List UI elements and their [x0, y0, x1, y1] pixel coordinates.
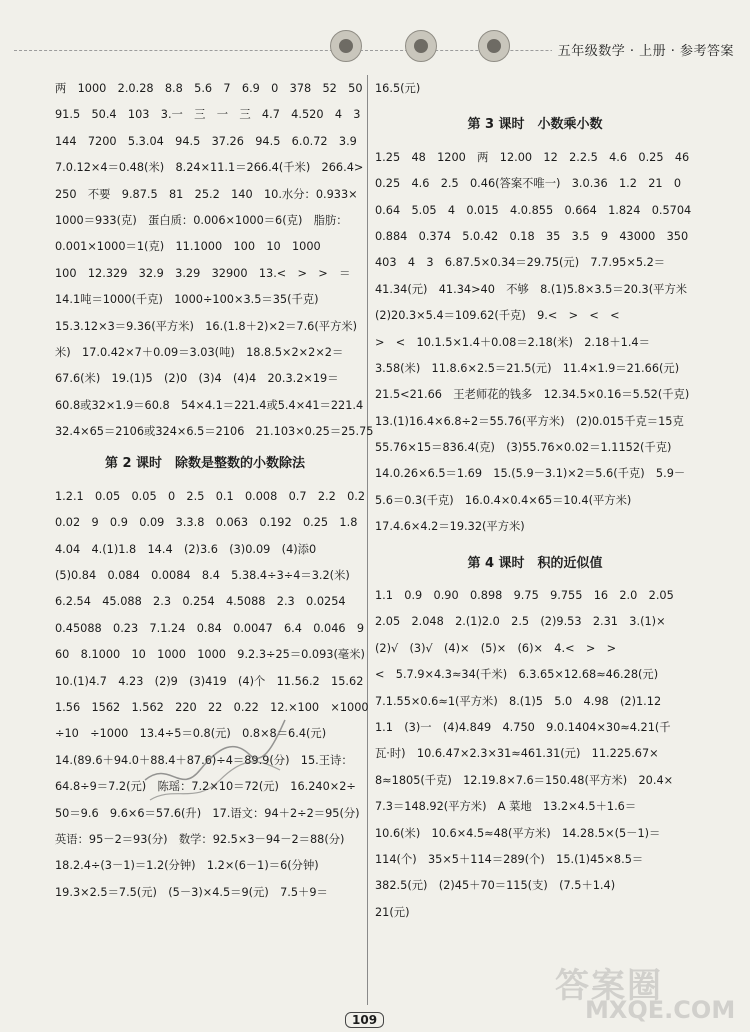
- answer-line: 16.5(元): [375, 82, 421, 95]
- answer-line: 144 7200 5.3.04 94.5 37.26 94.5 6.0.72 3.9: [55, 134, 357, 148]
- page-header: [0, 0, 750, 70]
- answer-line: 0.64 5.05 4 0.015 4.0.855 0.664 1.824 0.5704: [375, 203, 692, 217]
- answer-line: > < 10.1.5×1.4＋0.08＝2.18(米) 2.18＋1.4＝: [375, 335, 650, 349]
- answer-line: 50＝9.6 9.6×6＝57.6(升) 17.语文：94＋2÷2＝95(分): [55, 806, 360, 820]
- answer-line: 1000＝933(克) 蛋白质：0.006×1000＝6(克) 脂肪：: [55, 213, 348, 227]
- answer-line: 3.58(米) 11.8.6×2.5＝21.5(元) 11.4×1.9＝21.66(元): [375, 361, 680, 375]
- answer-line: 2.05 2.048 2.(1)2.0 2.5 (2)9.53 2.31 3.(1)×: [375, 615, 666, 629]
- answer-line: 100 12.329 32.9 3.29 32900 13.< > > ＝: [55, 266, 351, 280]
- answer-line: 64.8÷9＝7.2(元) 陈瑶：7.2×10＝72(元) 16.240×2÷: [55, 780, 356, 794]
- answer-line: 5.6＝0.3(千克) 16.0.4×0.4×65＝10.4(平方米): [375, 493, 632, 507]
- pen-scribble: [140, 700, 290, 810]
- decor-icon: [405, 30, 437, 62]
- column-divider: [367, 75, 368, 1005]
- answer-line: 21.5<21.66 王老师花的钱多 12.34.5×0.16＝5.52(千克): [375, 388, 690, 402]
- answer-line: 10.6(米) 10.6×4.5≈48(平方米) 14.28.5×(5－1)＝: [375, 826, 661, 840]
- answer-line: 6.2.54 45.088 2.3 0.254 4.5088 2.3 0.0254: [55, 595, 346, 609]
- answer-line: 1.1 (3)一 (4)4.849 4.750 9.0.1404×30≈4.21(千: [375, 720, 671, 734]
- answer-line: 10.(1)4.7 4.23 (2)9 (3)419 (4)个 11.56.2 15.62: [55, 674, 364, 688]
- decor-icon: [330, 30, 362, 62]
- answer-line: 67.6(米) 19.(1)5 (2)0 (3)4 (4)4 20.3.2×19＝: [55, 372, 339, 386]
- answer-line: 4.04 4.(1)1.8 14.4 (2)3.6 (3)0.09 (4)添0: [55, 542, 317, 556]
- section-title: 第 4 课时 积的近似值: [467, 555, 603, 571]
- answer-line: 19.3×2.5＝7.5(元) (5－3)×4.5＝9(元) 7.5＋9＝: [55, 885, 328, 899]
- answer-line: 250 不要 9.87.5 81 25.2 140 10.水分：0.933×: [55, 187, 358, 201]
- answer-line: 91.5 50.4 103 3.一 三 一 三 4.7 4.520 4 3: [55, 108, 361, 122]
- header-title: 五年级数学 · 上册 · 参考答案: [552, 40, 734, 59]
- answer-line: (2)√ (3)√ (4)× (5)× (6)× 4.< > >: [375, 641, 617, 655]
- answer-line: 0.001×1000＝1(克) 11.1000 100 10 1000: [55, 240, 321, 254]
- answer-line: 0.884 0.374 5.0.42 0.18 35 3.5 9 43000 350: [375, 229, 689, 243]
- page-number: 109: [345, 1012, 384, 1028]
- answer-line: ÷10 ÷1000 13.4÷5＝0.8(元) 0.8×8＝6.4(元): [55, 727, 327, 741]
- section-title: 第 2 课时 除数是整数的小数除法: [104, 456, 306, 472]
- answer-line: 英语：95－2＝93(分) 数学：92.5×3－94－2＝88(分): [55, 832, 345, 846]
- answer-line: 21(元): [375, 905, 410, 919]
- answer-line: 1.25 48 1200 两 12.00 12 2.2.5 4.6 0.25 46: [375, 150, 690, 164]
- answer-line: 0.25 4.6 2.5 0.46(答案不唯一) 3.0.36 1.2 21 0: [375, 177, 682, 191]
- answer-line: 114(个) 35×5＋114＝289(个) 15.(1)45×8.5＝: [375, 852, 644, 866]
- watermark-logo: 答案圈: [555, 966, 663, 1006]
- answer-line: 1.56 1562 1.562 220 22 0.22 12.×100 ×1000: [55, 700, 369, 714]
- answer-line: 60 8.1000 10 1000 1000 9.2.3÷25＝0.093(毫米): [55, 648, 365, 662]
- answer-line: 403 4 3 6.87.5×0.34＝29.75(元) 7.7.95×5.2＝: [375, 256, 666, 270]
- answer-line: 41.34(元) 41.34>40 不够 8.(1)5.8×3.5＝20.3(平方米: [375, 282, 688, 296]
- section-title: 第 3 课时 小数乘小数: [467, 117, 603, 133]
- answer-line: (2)20.3×5.4＝109.62(千克) 9.< > < <: [375, 309, 620, 323]
- answer-line: 14.0.26×6.5＝1.69 15.(5.9－3.1)×2＝5.6(千克) 5.9－: [375, 467, 686, 481]
- answer-line: 瓦·时) 10.6.47×2.3×31≈461.31(元) 11.225.67×: [375, 747, 659, 761]
- answer-line: 7.1.55×0.6≈1(平方米) 8.(1)5 5.0 4.98 (2)1.12: [375, 694, 662, 708]
- answer-line: 两 1000 2.0.28 8.8 5.6 7 6.9 0 378 52 50: [55, 82, 363, 95]
- answer-line: 60.8或32×1.9＝60.8 54×4.1＝221.4或5.4×41＝221.4: [55, 398, 364, 412]
- answer-line: 0.45088 0.23 7.1.24 0.84 0.0047 6.4 0.046 9: [55, 621, 365, 635]
- answer-line: 17.4.6×4.2＝19.32(平方米): [375, 520, 525, 534]
- answer-line: < 5.7.9×4.3≈34(千米) 6.3.65×12.68≈46.28(元): [375, 668, 659, 682]
- answer-line: 55.76×15＝836.4(克) (3)55.76×0.02＝1.1152(千克): [375, 441, 672, 455]
- watermark-url: MXQE.COM: [585, 996, 736, 1024]
- answer-line: 7.3＝148.92(平方米) A 菜地 13.2×4.5＋1.6＝: [375, 800, 637, 814]
- answer-line: 7.0.12×4＝0.48(米) 8.24×11.1＝266.4(千米) 266.4>: [55, 161, 364, 175]
- answer-line: 32.4×65＝2106或324×6.5＝2106 21.103×0.25＝25.75: [55, 425, 374, 439]
- answer-line: 8≈1805(千克) 12.19.8×7.6＝150.48(平方米) 20.4×: [375, 773, 674, 787]
- answer-line: 14.1吨＝1000(千克) 1000÷100×3.5＝35(千克): [55, 293, 319, 307]
- answer-line: 1.1 0.9 0.90 0.898 9.75 9.755 16 2.0 2.05: [375, 589, 674, 603]
- answer-line: 1.2.1 0.05 0.05 0 2.5 0.1 0.008 0.7 2.2 0.2: [55, 489, 366, 503]
- answer-line: 13.(1)16.4×6.8÷2＝55.76(平方米) (2)0.015千克＝15克: [375, 414, 684, 428]
- answer-line: 0.02 9 0.9 0.09 3.3.8 0.063 0.192 0.25 1.8: [55, 516, 358, 530]
- answer-line: 米) 17.0.42×7＋0.09＝3.03(吨) 18.8.5×2×2×2＝: [55, 345, 344, 359]
- decor-icon: [478, 30, 510, 62]
- answer-line: (5)0.84 0.084 0.0084 8.4 5.38.4÷3÷4＝3.2(米): [55, 569, 350, 583]
- answer-line: 18.2.4÷(3－1)＝1.2(分钟) 1.2×(6－1)＝6(分钟): [55, 859, 319, 873]
- answer-line: 382.5(元) (2)45＋70＝115(支) (7.5＋1.4): [375, 879, 616, 893]
- right-column: [375, 76, 695, 926]
- answer-line: 14.(89.6＋94.0＋88.4＋87.6)÷4＝89.9(分) 15.王诗：: [55, 753, 353, 767]
- answer-line: 15.3.12×3＝9.36(平方米) 16.(1.8＋2)×2＝7.6(平方米): [55, 319, 358, 333]
